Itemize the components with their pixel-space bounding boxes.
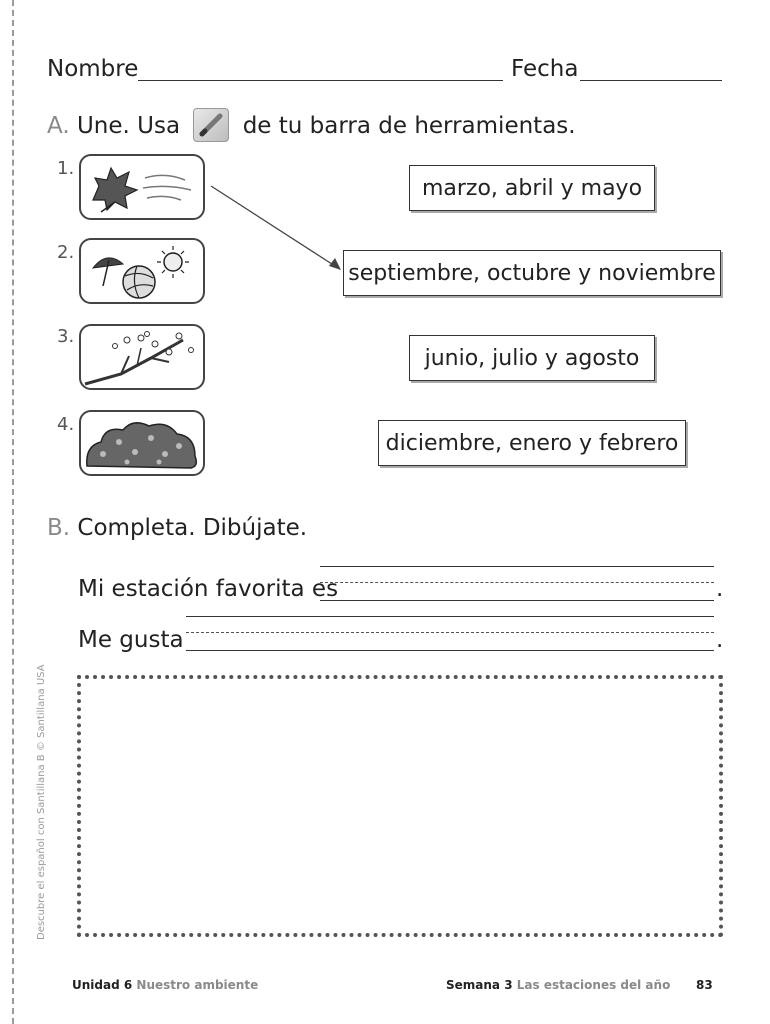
section-a-letter: A.: [47, 113, 70, 139]
item-number: 1.: [57, 158, 75, 179]
section-a-text-after: de tu barra de herramientas.: [242, 113, 576, 139]
unit-name: Nuestro ambiente: [136, 978, 259, 992]
bush-icon: [81, 412, 203, 474]
footer-week: [446, 978, 670, 992]
period: .: [716, 576, 724, 602]
week-label: Semana 3: [446, 978, 513, 992]
fecha-line[interactable]: [580, 80, 722, 81]
months-autumn-box[interactable]: septiembre, octubre y noviembre: [343, 250, 721, 296]
fecha-label: Fecha: [511, 56, 579, 82]
drawing-area[interactable]: [77, 675, 723, 937]
favorite-season-prompt: Mi estación favorita es: [78, 576, 339, 602]
me-gusta-line[interactable]: [186, 650, 714, 651]
copyright-credit: Descubre el español con Santillana B © Santillana USA: [36, 664, 47, 940]
page-number: 83: [696, 978, 713, 992]
section-b-instruction: [47, 515, 307, 541]
autumn-picture[interactable]: [79, 154, 205, 220]
me-gusta-prompt: Me gusta: [78, 627, 184, 653]
months-summer-box[interactable]: junio, julio y agosto: [409, 335, 655, 381]
section-b-title: Completa. Dibújate.: [77, 515, 308, 541]
writing-top-line: [186, 616, 714, 617]
section-b-letter: B.: [47, 515, 71, 541]
item-number: 2.: [57, 242, 75, 263]
favorite-season-line[interactable]: [320, 600, 714, 601]
beach-ball-sun-icon: [81, 240, 203, 302]
months-spring-box[interactable]: marzo, abril y mayo: [409, 165, 655, 211]
period: .: [716, 627, 724, 653]
spring-picture[interactable]: [79, 324, 205, 390]
unit-label: Unidad 6: [72, 978, 133, 992]
autumn-leaf-icon: [81, 156, 203, 218]
section-a-instruction: [47, 108, 576, 142]
item-number: 4.: [57, 414, 75, 435]
writing-top-line: [320, 566, 714, 567]
footer-unit: [72, 978, 258, 992]
section-a-text-before: Une. Usa: [76, 113, 181, 139]
week-name: Las estaciones del año: [516, 978, 671, 992]
writing-mid-line: [320, 582, 714, 583]
item-number: 3.: [57, 326, 75, 347]
months-winter-box[interactable]: diciembre, enero y febrero: [378, 420, 686, 466]
winter-picture[interactable]: [79, 410, 205, 476]
nombre-label: Nombre: [47, 56, 139, 82]
nombre-line[interactable]: [138, 80, 503, 81]
perforation-line: [12, 0, 14, 1024]
sample-connection-arrow: [205, 178, 350, 276]
pencil-tool-icon: [193, 108, 229, 142]
branch-icon: [81, 326, 203, 388]
summer-picture[interactable]: [79, 238, 205, 304]
writing-mid-line: [186, 632, 714, 633]
